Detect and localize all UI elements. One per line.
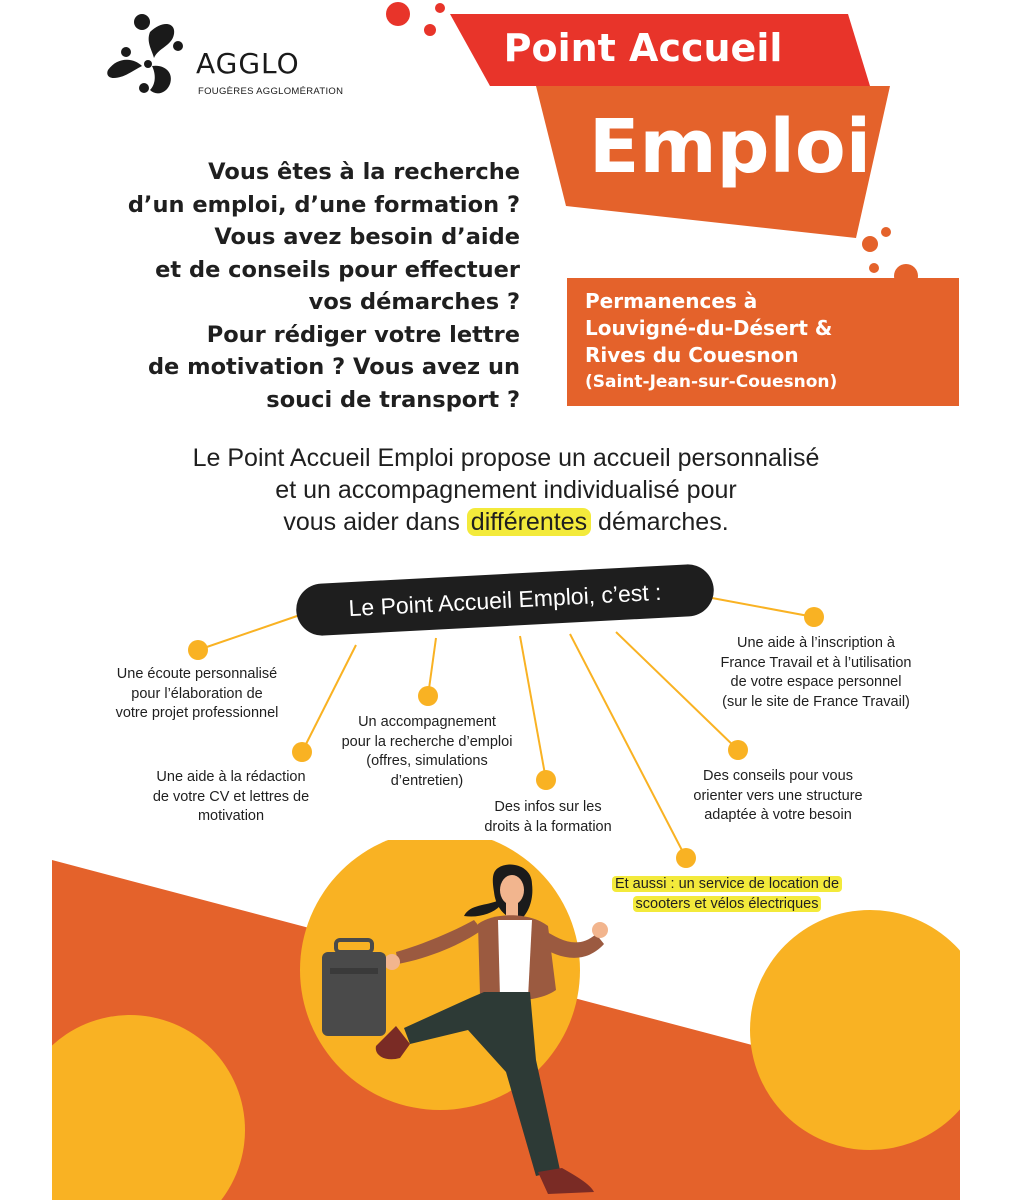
intro-highlight: différentes — [467, 508, 591, 536]
logo-subtitle: FOUGÈRES AGGLOMÉRATION — [198, 86, 344, 97]
permanences-line: Permanences à — [585, 289, 758, 313]
question-line: Vous avez besoin d’aide — [214, 224, 520, 250]
question-line: et de conseils pour effectuer — [155, 256, 520, 283]
point-accueil-pill: Le Point Accueil Emploi, c’est : — [295, 563, 715, 637]
title-emploi: Emploi — [588, 104, 872, 190]
intro-line: Le Point Accueil Emploi propose un accueil personnalisé — [192, 444, 820, 472]
question-line: d’un emploi, d’une formation ? — [127, 191, 520, 218]
item-inscription — [704, 634, 928, 712]
intro-text: vous aider dans — [283, 508, 467, 536]
item-line: Un accompagnement — [358, 714, 496, 730]
item-line: Des infos sur les — [494, 799, 602, 815]
item-line: motivation — [197, 808, 265, 824]
connector-dot — [536, 770, 556, 790]
connector-dot — [728, 740, 748, 760]
question-line: vos démarches ? — [308, 289, 520, 315]
item-line: Une aide à l’inscription à — [737, 635, 895, 651]
item-redaction — [130, 768, 332, 827]
question-line: de motivation ? Vous avez un — [147, 354, 520, 380]
logo-wordmark: agglo — [196, 37, 300, 83]
item-line: pour l’élaboration de — [131, 685, 263, 702]
permanences-line: (Saint-Jean-sur-Couesnon) — [585, 372, 838, 392]
question-line: Pour rédiger votre lettre — [206, 321, 520, 348]
question-line: souci de transport ? — [266, 386, 520, 413]
yellow-circle — [750, 910, 990, 1150]
item-line: orienter vers une structure — [693, 787, 863, 804]
item-line: adaptée à votre besoin — [704, 807, 852, 823]
item-accompagnement — [322, 713, 532, 791]
item-line: Des conseils pour vous — [703, 768, 853, 784]
item-line: votre projet professionnel — [115, 705, 279, 721]
item-line: (offres, simulations — [366, 753, 488, 769]
item-infos — [468, 798, 628, 837]
connector-dot — [418, 686, 438, 706]
item-line: (sur le site de France Travail) — [722, 693, 910, 710]
connector-dot — [292, 742, 312, 762]
item-line: France Travail et à l’utilisation — [720, 654, 912, 671]
permanences-line: Rives du Couesnon — [585, 343, 799, 367]
item-line: d’entretien) — [390, 772, 464, 789]
item-highlight: Et aussi : un service de location de — [612, 876, 842, 892]
connector-dot — [188, 640, 208, 660]
bottom-illustration — [0, 840, 1012, 1200]
permanences-line: Louvigné-du-Désert & — [585, 316, 833, 340]
item-line: de votre espace personnel — [730, 674, 902, 690]
item-ecoute — [90, 665, 304, 724]
item-line: Une aide à la rédaction — [156, 769, 306, 785]
intro-text: démarches. — [591, 508, 729, 536]
item-line: de votre CV et lettres de — [152, 788, 310, 805]
item-line: pour la recherche d’emploi — [341, 733, 513, 750]
question-line: Vous êtes à la recherche — [208, 159, 520, 185]
connector-dot — [804, 607, 824, 627]
intro-line: et un accompagnement individualisé pour — [275, 476, 737, 504]
item-highlight: scooters et vélos électriques — [633, 896, 822, 912]
item-line: Une écoute personnalisé — [116, 666, 278, 682]
title-point-accueil: Point Accueil — [503, 26, 783, 70]
item-line: droits à la formation — [484, 818, 612, 835]
item-conseils — [672, 767, 884, 826]
